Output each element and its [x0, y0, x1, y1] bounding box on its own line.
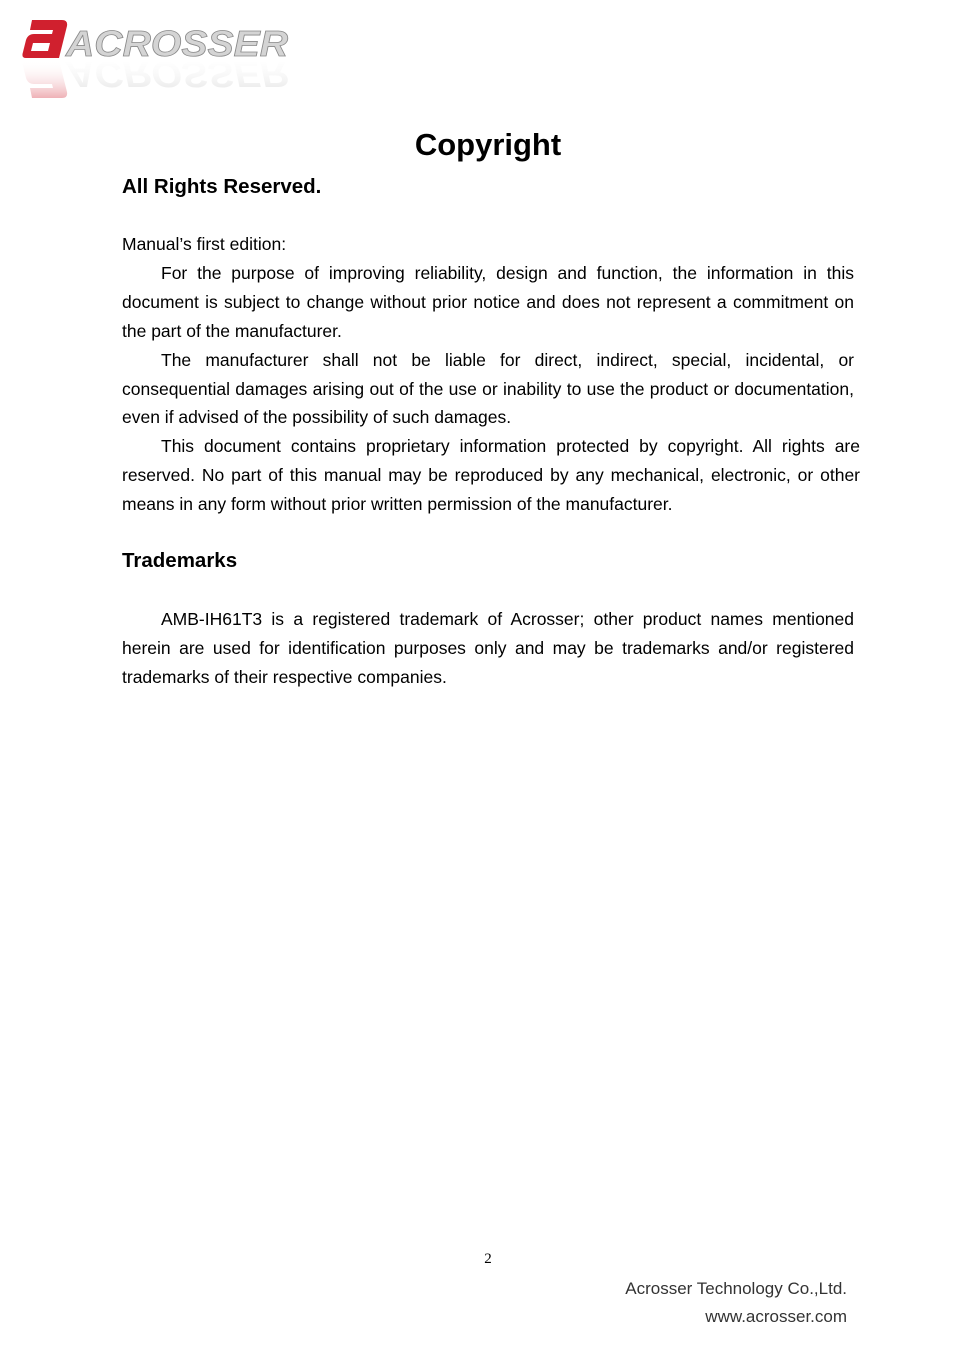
- paragraph-liability: The manufacturer shall not be liable for direct, indirect, special, incidental, or consequential damages arising out of the use or inability to use the product or documentation, even if advised of the possibility of such damages.: [122, 349, 854, 428]
- page-number: 2: [484, 1251, 492, 1267]
- logo-wordmark: ACROSSER: [64, 23, 288, 64]
- footer-url: www.acrosser.com: [705, 1307, 847, 1326]
- trademarks-body: [122, 605, 854, 692]
- paragraph-reliability: For the purpose of improving reliability, design and function, the information in this document is subject to change without prior notice and does not represent a commitment on the part of the manufacturer.: [122, 262, 854, 341]
- copyright-body: [122, 230, 860, 519]
- edition-label: Manual’s first edition:: [122, 234, 287, 254]
- trademarks-heading: Trademarks: [122, 549, 238, 572]
- paragraph-proprietary: This document contains proprietary information protected by copyright. All rights are reserved. No part of this manual may be reproduced by any mechanical, electronic, or other means in any form without prior written permission of the manufacturer.: [122, 436, 860, 515]
- footer-company: Acrosser Technology Co.,Ltd.: [625, 1279, 847, 1298]
- acrosser-logo: [22, 12, 297, 102]
- svg-text:ACROSSER: ACROSSER: [64, 54, 288, 95]
- paragraph-trademarks: AMB-IH61T3 is a registered trademark of Acrosser; other product names mentioned herein are used for identification purposes only and may be trademarks and/or registered trademarks of their respective companies.: [122, 609, 854, 687]
- rights-heading: All Rights Reserved.: [122, 175, 322, 198]
- page-title: Copyright: [414, 127, 562, 162]
